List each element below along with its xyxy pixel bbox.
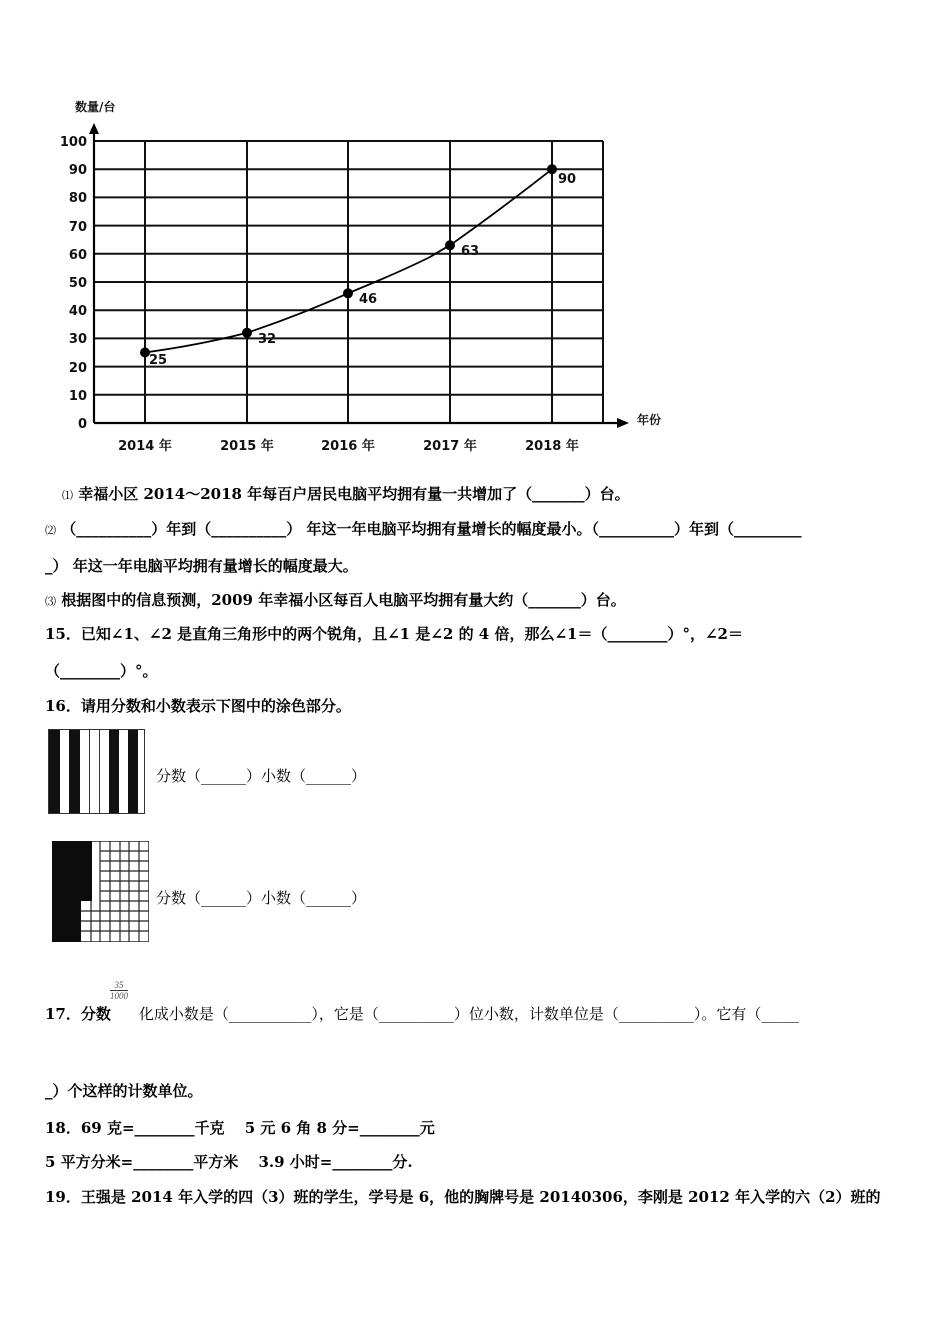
svg-text:0: 0 — [77, 417, 87, 432]
svg-text:2016 年: 2016 年 — [321, 439, 375, 454]
x-tick-labels — [118, 438, 579, 454]
q14-part1-number: ⑴ — [62, 489, 73, 502]
q14-part2-text: （__________）年到（__________） 年这一年电脑平均拥有量增长的幅度最小。（__________）年到（_________ — [61, 520, 802, 538]
svg-text:10: 10 — [68, 389, 87, 404]
svg-text:20: 20 — [68, 361, 87, 376]
svg-text:25: 25 — [149, 353, 168, 368]
y-tick-labels — [60, 135, 87, 432]
q15-line2: （________）°。 — [45, 662, 158, 680]
fraction-denominator: 1000 — [110, 991, 128, 1001]
q17-line2: _）个这样的计数单位。 — [45, 1082, 203, 1100]
svg-text:2015 年: 2015 年 — [220, 439, 274, 454]
x-axis-title: 年份 — [637, 413, 662, 427]
q17-line1 — [45, 1004, 799, 1024]
fraction-numerator: 35 — [110, 980, 128, 991]
q17-prefix: 17．分数 — [45, 1005, 111, 1023]
striped-rectangle-figure — [48, 729, 145, 814]
fraction-35-over-1000 — [110, 980, 128, 1001]
q14-part2-line2: _） 年这一年电脑平均拥有量增长的幅度最大。 — [45, 557, 358, 575]
q14-part3-text: 根据图中的信息预测，2009 年幸福小区每百人电脑平均拥有量大约（_______）台。 — [61, 591, 626, 609]
svg-text:80: 80 — [68, 191, 87, 206]
q14-part3 — [45, 590, 626, 612]
q14-part2-number: ⑵ — [45, 524, 56, 537]
svg-text:2014 年: 2014 年 — [118, 439, 172, 454]
svg-text:2017 年: 2017 年 — [423, 439, 477, 454]
svg-text:90: 90 — [68, 163, 87, 178]
grid — [94, 141, 603, 423]
q14-part2-line1 — [45, 519, 801, 541]
q14-part3-number: ⑶ — [45, 595, 56, 608]
q18-line2: 5 平方分米=________平方米 3.9 小时=________分. — [45, 1153, 413, 1171]
svg-text:32: 32 — [258, 332, 277, 347]
q16-prompt: 16．请用分数和小数表示下图中的涂色部分。 — [45, 697, 351, 715]
svg-text:30: 30 — [68, 332, 87, 347]
q16-fig2-answer: 分数（______）小数（______） — [156, 889, 367, 907]
line-chart — [50, 90, 680, 470]
y-axis-arrow-icon — [89, 123, 99, 134]
q15-line1: 15．已知∠1、∠2 是直角三角形中的两个锐角，且∠1 是∠2 的 4 倍，那么∠1＝（________）°，∠2＝ — [45, 625, 743, 643]
q17-suffix: 化成小数是（___________），它是（__________）位小数，计数单位是（__________）。它有（_____ — [138, 1005, 799, 1023]
x-axis-arrow-icon — [617, 418, 629, 428]
svg-text:46: 46 — [359, 292, 378, 307]
svg-text:100: 100 — [59, 135, 87, 150]
svg-text:70: 70 — [68, 220, 87, 235]
q14-part1-text: 幸福小区 2014～2018 年每百户居民电脑平均拥有量一共增加了（_______）台。 — [78, 485, 630, 503]
grid-square-figure — [52, 841, 149, 942]
svg-text:60: 60 — [68, 248, 87, 263]
svg-text:2018 年: 2018 年 — [525, 439, 579, 454]
svg-text:63: 63 — [461, 244, 480, 259]
svg-text:90: 90 — [558, 172, 577, 187]
q16-fig1-answer: 分数（______）小数（______） — [156, 767, 367, 785]
q18-line1: 18．69 克=________千克 5 元 6 角 8 分=________元 — [45, 1119, 435, 1137]
q19-line1: 19．王强是 2014 年入学的四（3）班的学生，学号是 6，他的胸牌号是 20140306，李刚是 2012 年入学的六（2）班的 — [45, 1188, 881, 1206]
svg-text:50: 50 — [68, 276, 87, 291]
axes — [94, 130, 622, 423]
q14-part1 — [62, 484, 630, 506]
y-axis-title: 数量/台 — [75, 100, 116, 114]
svg-text:40: 40 — [68, 304, 87, 319]
